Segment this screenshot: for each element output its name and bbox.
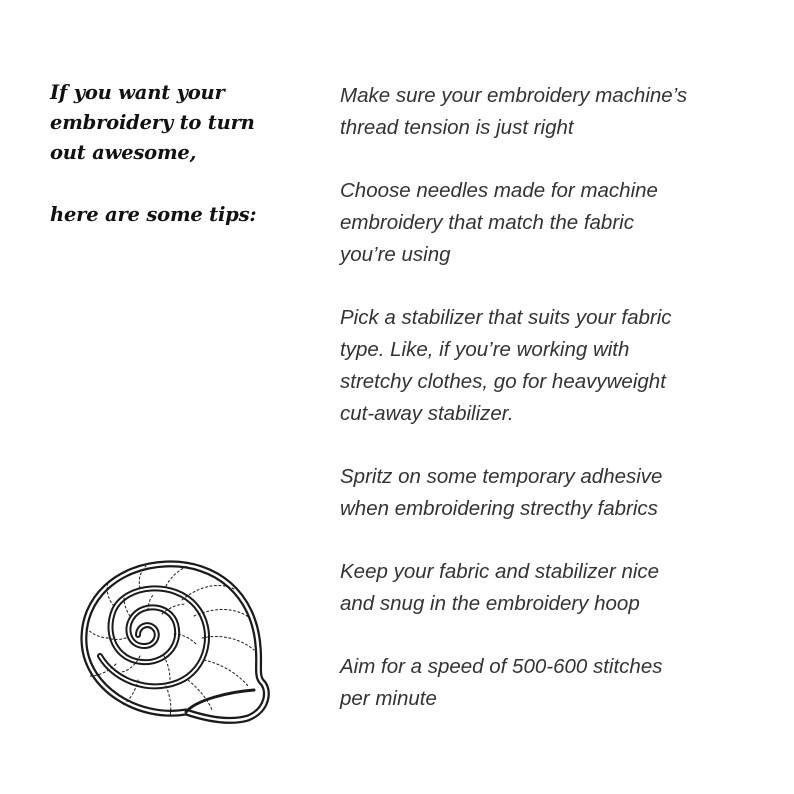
tip-line: cut-away stabilizer. [340,402,514,425]
tip-line: you’re using [340,243,451,266]
tip-line: type. Like, if you’re working with [340,338,630,361]
intro-text [50,78,300,230]
tip-line: when embroidering strecthy fabrics [340,497,658,520]
tips-list [340,80,760,746]
tip-item [340,302,760,430]
intro-line: If you want your [50,81,225,104]
tip-line: Choose needles made for machine [340,179,658,202]
intro-line: out awesome, [50,141,197,164]
tip-item [340,461,760,525]
tip-line: embroidery that match the fabric [340,211,634,234]
tip-line: thread tension is just right [340,116,574,139]
tip-line: and snug in the embroidery hoop [340,592,640,615]
tip-line: Pick a stabilizer that suits your fabric [340,306,672,329]
tip-line: per minute [340,687,437,710]
tip-item [340,80,760,144]
tip-line: Aim for a speed of 500-600 stitches [340,655,663,678]
snail-shell-icon [78,560,278,730]
tip-item [340,556,760,620]
tip-line: stretchy clothes, go for heavyweight [340,370,666,393]
tip-item [340,651,760,715]
tips-heading: here are some tips: [50,203,257,226]
tip-item [340,175,760,271]
intro-line: embroidery to turn [50,111,255,134]
tip-line: Make sure your embroidery machine’s [340,84,688,107]
tip-line: Keep your fabric and stabilizer nice [340,560,660,583]
tip-line: Spritz on some temporary adhesive [340,465,663,488]
